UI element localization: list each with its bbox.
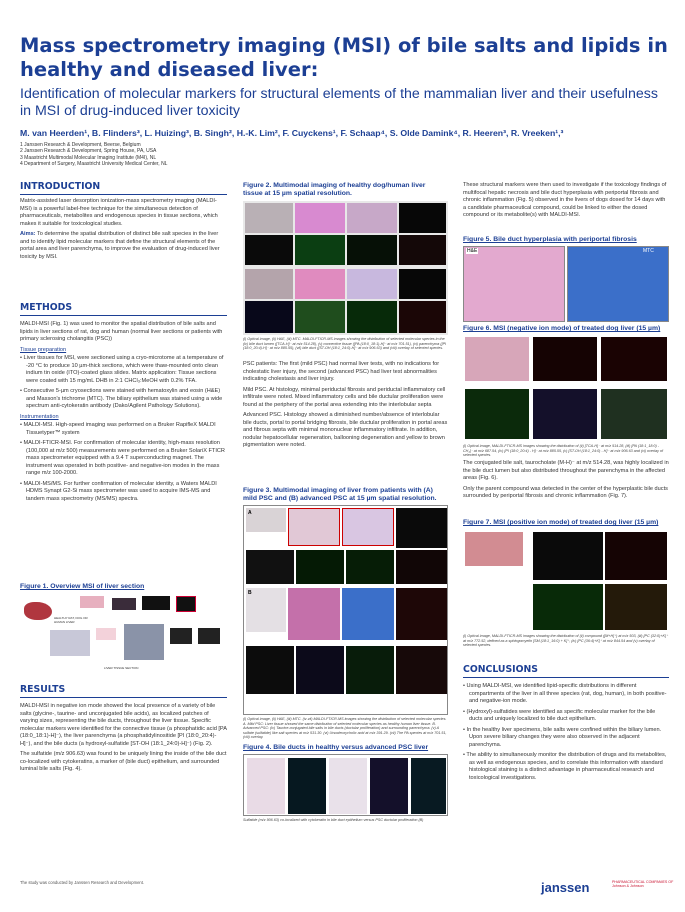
figure7-title: Figure 7. MSI (positive ion mode) of treated dog liver (15 µm) <box>463 519 659 526</box>
optical-image <box>245 269 293 299</box>
figure1-schematic <box>20 594 227 676</box>
msi-image <box>347 301 397 333</box>
figure6-panel <box>463 335 669 441</box>
msi-overlay-image <box>399 235 446 265</box>
msi-thumbnail <box>170 628 192 644</box>
he-stain-image <box>288 588 340 640</box>
msi-image <box>296 550 344 584</box>
results-paragraph: These structural markers were then used to investigate if the toxicology findings of multifocal hepatic necrosis and bile duct hyperplasia with periportal fibrosis and chronic inflammation (Fig. 5) observed in the livers of dogs dosed for 14 days with a candidate pharmaceutical compound, could be linked to either the dosed compound or its metabolite(s) with MALDI-MSI. <box>463 182 667 218</box>
conclusion-bullet: • In the healthy liver specimens, bile salts were confined within the biliary lumen. Upon severe biliary changes they were also observed in the adjacent parenchyma. <box>463 726 662 748</box>
msi-overlay-image <box>396 646 447 694</box>
figure3-title: Figure 3. Multimodal imaging of liver from patients with (A) mild PSC and (B) advanced PSC at 15 µm spatial resolution. <box>243 487 437 503</box>
methods-text: MALDI-MSI (Fig. 1) was used to monitor the spatial distribution of bile salts and lipids in liver sections of rat, dog and human (normal liver sections or patients with primary sclerosing cholangitis (PSC)) <box>20 321 223 342</box>
figure7-panel <box>463 530 669 632</box>
results-heading: RESULTS <box>20 684 66 695</box>
figure1-title: Figure 1. Overview MSI of liver section <box>20 583 145 590</box>
liver-illustration <box>24 602 52 620</box>
msi-overlay-image <box>601 389 667 439</box>
tissue-prep-heading: Tissue preparation <box>20 346 67 353</box>
figure5-label-mtc: MTC <box>643 248 654 254</box>
msi-thumbnail <box>142 596 170 610</box>
msi-image <box>396 508 447 548</box>
msi-image <box>533 389 597 439</box>
jj-tagline: PHARMACEUTICAL COMPANIES OF Johnson & Johnson <box>612 880 674 889</box>
affiliation-1: 1 Janssen Research & Development, Beerse, Belgium <box>20 142 141 148</box>
affiliation-2: 2 Janssen Research & Development, Spring House, PA, USA <box>20 148 157 155</box>
divider <box>463 677 669 678</box>
optical-image <box>465 532 523 566</box>
msi-image <box>295 235 345 265</box>
results-continued-body <box>463 182 669 223</box>
figure4-panel <box>243 754 448 816</box>
divider <box>20 315 227 316</box>
tissue-bullet: • Liver tissues for MSI, were sectioned using a cryo-microtome at a temperature of -20 °C to produce 10 µm-thick sections, which were thaw-mounted onto clean indium tin oxide (ITO)-coated glass slides. Matrix application: Tissue sections were coated with 15 mg/mL DHB in 2:1 CHCl₃:MeOH with 0.2% TFA. <box>20 355 224 384</box>
introduction-body <box>20 198 227 264</box>
results-paragraph: The sulfatide (m/z 906.63) was found to be uniquely lining the inside of the bile duct co-localized with cytokeratins, a marker of (bile duct) epithelium, and surrounded luminal bile salts (Fig. 4). <box>20 751 227 772</box>
figure2-panel <box>243 201 448 335</box>
msi-image <box>533 584 603 630</box>
msi-overlay-image <box>396 550 447 584</box>
figure1-label: HEALTHY RAT, DOG OR HUMAN LIVER <box>54 616 88 624</box>
tissue-bullet: • Consecutive 5-µm cryosections were stained with hematoxylin and eosin (H&E) and Masson's trichrome (MTC). The biliary epithelium was stained using a wide spectrum anti-cytokeratin antibody (Dako/Agilent Pathology Solutions). <box>20 388 223 409</box>
msi-image <box>246 646 294 694</box>
conclusions-body <box>463 683 669 785</box>
janssen-logo: janssen <box>541 880 590 895</box>
ihc-image <box>329 758 367 814</box>
mtc-stain-image <box>567 246 669 322</box>
instrument-bullet: • MALDI-MSI. High-speed imaging was performed on a Bruker RapifleX MALDI Tissuetyper™ system <box>20 422 216 436</box>
figure4-caption: Sulfatide (m/z 906.63) co-localized with cytokeratin in bile duct epithelium versus PSC ductular proliferation (B) <box>243 818 424 822</box>
figure5-panel <box>463 246 669 322</box>
aims-label: Aims: <box>20 231 36 237</box>
msi-thumbnail <box>198 628 220 644</box>
optical-image <box>246 588 286 632</box>
mtc-stain-image <box>342 588 394 640</box>
msi-image <box>370 758 408 814</box>
msi-image <box>601 337 667 381</box>
panel-label-a: A <box>248 510 252 516</box>
figure6-title: Figure 6. MSI (negative ion mode) of treated dog liver (15 µm) <box>463 325 661 332</box>
affiliations <box>20 142 340 167</box>
figure5-title: Figure 5. Bile duct hyperplasia with periportal fibrosis <box>463 236 637 243</box>
psc-body <box>243 361 448 453</box>
msi-overlay-image <box>399 301 446 333</box>
section-thumbnail <box>96 628 116 640</box>
mtc-stain-image <box>347 203 397 233</box>
mtc-stain-image <box>342 508 394 546</box>
figure7-caption: (i) Optical image, MALDI-FTICR-MS images showing the distribution of (ii) compound ([M+H]⁺) at m/z 503, (iii) [PC (32:0)+K]⁺ at m/z 772.52, defined as a sphingomyelin [SM (18:1_16:0) + K]⁺, (iv) [PC (36:4)+K]⁺ at m/z 844.54 and (v) overlay of selected species. <box>463 634 668 647</box>
instrument-bullet: • MALDI-MS/MS. For further confirmation of molecular identity, a Waters MALDI HDMS Synapt G2-Si mass spectrometer was used to acquire IMS-MS and tandem mass spectrometry (MS/MS) spectra. <box>20 480 217 502</box>
mtc-stain-image <box>347 269 397 299</box>
msi-overlay-image <box>605 584 667 630</box>
instrument-illustration <box>124 624 164 660</box>
conclusions-heading: CONCLUSIONS <box>463 664 539 675</box>
instrumentation-heading: Instrumentation <box>20 413 59 420</box>
msi-image <box>399 269 446 299</box>
methods-heading: METHODS <box>20 302 73 313</box>
conclusion-bullet: • The ability to simultaneously monitor the distribution of drugs and its metabolites, as well as endogenous species, and to correlate this information with standard histological staining is a distinct advantage in pharmaceutical research and toxicological investigations. <box>463 752 667 781</box>
poster-title: Mass spectrometry imaging (MSI) of bile salts and lipids in healthy and diseased liver: <box>20 34 668 81</box>
results-body <box>20 703 227 777</box>
psc-paragraph: PSC patients: The first (mild PSC) had normal liver tests, with no indications for cholestatic liver injury, the second (advanced PSC) had liver test abnormalities indicating cholestasis and liver injury. <box>243 361 440 382</box>
affiliation-4: 4 Department of Surgery, Maastricht University Medical Center, NL <box>20 160 168 167</box>
aims-text: To determine the spatial distribution of distinct bile salt species in the liver and to identify lipid molecular markers that define the structural elements of the portal area and liver parenchyma, to improve the evaluation of drug-induced liver toxicity by MSI. <box>20 231 220 260</box>
optical-image <box>246 508 286 532</box>
conclusion-bullet: • Using MALDI-MSI, we identified lipid-specific distributions in different compartments of the liver in all three species (rat, dog, human), in both positive- and negative-ion mode. <box>463 683 667 704</box>
he-stain-image <box>295 269 345 299</box>
section-thumbnail <box>112 598 136 610</box>
msi-image <box>346 550 394 584</box>
figure5-label-he: H&E <box>467 248 478 254</box>
instrument-bullet: • MALDI-FTICR-MSI. For confirmation of molecular identity, high-mass resolution (100,000 at m/z 500) measurements were performed on a Bruker SolariX FTICR mass spectrometer equipped with a 9.4 T superconducting magnet. The instrument was operated in both positive- and negative-ion modes in the mass range m/z 100-2000. <box>20 440 225 476</box>
divider <box>20 194 227 195</box>
introduction-heading: INTRODUCTION <box>20 181 101 192</box>
figure6-caption: (i) Optical image, MALDI-FTICR-MS images showing the distribution of (ii) [TCA-H]⁻ at m/z 514.28, (iii) [PA (18:1_18:0) - CH₃]⁻ at m/z 687.54, (iv) [PI (18:0_20:4) - H]⁻ at m/z 885.55, (v) [ST-OH (18:1_24:0) - H]⁻ at m/z 906.63 and (vi) overlay of selected species. <box>463 444 664 457</box>
msi-image <box>288 758 326 814</box>
poster-subtitle: Identification of molecular markers for structural elements of the mammalian liver and their usefulness in MSI of drug-induced liver toxicity <box>20 86 658 119</box>
footer-note: The study was conducted by Janssen Research and Development. <box>20 880 145 885</box>
he-stain-image <box>288 508 340 546</box>
optical-image <box>465 337 529 381</box>
figure2-caption: (i) Optical image, (ii) H&E, (iii) MTC. MALDI-FTICR-MS images showing the distribution of selected molecular species in the (iv) bile duct lumen ([TCA-H]⁻ at m/z 514.28), (v) connective tissue ([PA (18:0_18:1)-H]⁻ at m/z 701.51), (vi) parenchyma ([PI (18:0_20:4)-H]⁻ at m/z 885.55), (vii) bile duct ([ST-OH (18:1_24:0)-H]⁻ at m/z 906.63) and (viii) overlay of selected species. <box>243 337 447 350</box>
results-paragraph: Only the parent compound was detected in the center of the hyperplastic bile ducts surrounded by periportal fibrosis and chronic inflammation (Fig. 7). <box>463 485 668 499</box>
section-thumbnail <box>80 596 104 608</box>
he-stain-image <box>295 203 345 233</box>
slide-illustration <box>50 630 90 656</box>
msi-image <box>295 301 345 333</box>
panel-label-b: B <box>248 590 252 596</box>
msi-image <box>465 389 529 439</box>
msi-image <box>346 646 394 694</box>
msi-image <box>411 758 446 814</box>
msi-image <box>347 235 397 265</box>
affiliation-3: 3 Maastricht Multimodal Molecular Imaging Institute (M4I), NL <box>20 154 157 161</box>
results-paragraph: MALDI-MSI in negative ion mode showed the local presence of a variety of bile salts (glycine-, taurine- and unconjugated bile acids), as localized patches of varying sizes, representing the bile ducts, throughout the liver tissue. Specific molecular markers were identified for the connective tissue (a phosphatidic acid [PA (18:0_18:1)-H]⁻), the liver parenchyma (a phosphatidylinositide [PI (18:0_20:4)-H]⁻), and the bile ducts (a hydroxyl-sulfatide [ST-OH (18:1_24:0)-H]⁻) (Fig. 2). <box>20 703 227 747</box>
ihc-image <box>247 758 285 814</box>
results-paragraph: The conjugated bile salt, taurocholate (M-H)⁻ at m/z 514.28, was highly localized in the bile duct lumen but also distributed throughout the parenchyma in the affected areas (Fig. 6). <box>463 460 669 481</box>
optical-image <box>245 203 293 233</box>
advanced-psc-paragraph: Advanced PSC. Histology showed a diminished number/absence of interlobular bile ducts, portal to portal bridging fibrosis, bile ductular proliferation in portal areas and fibrous septa with minimal mononuclear inflammatory infiltrate. In addition, nodular hepatocellular regeneration, ballooning degeneration and yellow to brown pigmentation were noted. <box>243 412 448 448</box>
figure2-title: Figure 2. Multimodal imaging of healthy dog/human liver tissue at 15 µm spatial resolution. <box>243 182 426 198</box>
msi-image <box>605 532 667 580</box>
figure3-panel <box>243 505 448 715</box>
msi-image <box>296 646 344 694</box>
msi-image <box>246 550 294 584</box>
divider <box>20 697 227 698</box>
conclusion-bullet: • (Hydroxyl)-sulfatides were identified as specific molecular marker for the bile ducts and uniquely localized to bile duct epithelium. <box>463 708 656 722</box>
figure1-label: LIVER TISSUE SECTION <box>104 666 139 670</box>
msi-image <box>533 337 597 381</box>
msi-image <box>396 588 447 640</box>
msi-image <box>245 301 293 333</box>
msi-image <box>245 235 293 265</box>
mild-psc-paragraph: Mild PSC. At histology, minimal periductal fibrosis and periductal inflammatory cell infiltrate were noted. Mixed inflammatory cells and bile ductular proliferation were found at the periphery of the portal area extending into the interlobular septa <box>243 386 446 408</box>
he-stain-image <box>463 246 565 322</box>
figure4-title: Figure 4. Bile ducts in healthy versus advanced PSC liver <box>243 744 429 751</box>
msi-image <box>399 203 446 233</box>
introduction-text: Matrix-assisted laser desorption ionization-mass spectrometry imaging (MALDI-MSI) is a powerful label-free technique for the simultaneous detection of pharmaceuticals, metabolites and endogenous species in tissue sections, which makes it suitable for toxicological studies. <box>20 198 218 227</box>
figure3-caption: (i) Optical image, (ii) H&E, (iii) MTC. (iv-vii) MALDI-FTICR-MS images showing the distribution of selected molecular species. A. Mild PSC: Liver tissue showed the same distribution of selected molecular species as healthy human liver tissue. B. Advanced PSC: (iv) Taurine-conjugated bile salts in bile ducts (ductular proliferation) and surrounding parenchyma. (v) A sulfate (sulfatide) like salt species at m/z 531.30. (vi) Ursodeoxycholic acid at m/z 391.29. (vii) The PA species at m/z 701.51, (viii) overlay. <box>243 717 447 739</box>
methods-body <box>20 321 227 506</box>
msi-image <box>533 532 603 580</box>
figure6-discussion <box>463 460 669 504</box>
msi-thumbnail <box>176 596 196 612</box>
author-list: M. van Heerden¹, B. Flinders³, L. Huizing³, B. Singh², H.-K. Lim², F. Cuyckens¹, F. Schaap⁴, S. Olde Damink⁴, R. Heeren³, R. Vreeken¹,³ <box>20 128 564 138</box>
